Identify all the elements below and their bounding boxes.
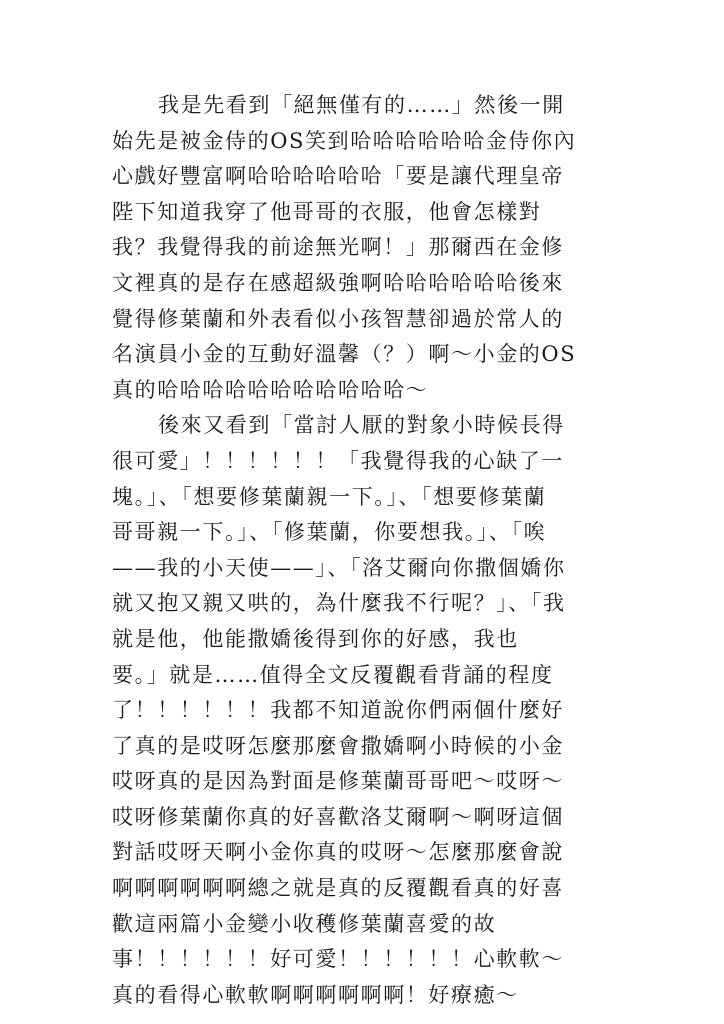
text-line: 名演員小金的互動好溫馨（？）啊～小金的OS (112, 342, 577, 367)
text-line: 文裡真的是存在感超級強啊哈哈哈哈哈哈後來 (112, 270, 564, 295)
text-line: 要。」就是……值得全文反覆觀看背誦的程度 (112, 662, 554, 687)
text-line: 心戲好豐富啊哈哈哈哈哈哈「要是讓代理皇帝 (112, 164, 564, 189)
text-line: 歡這兩篇小金變小收穫修葉蘭喜愛的故 (112, 911, 497, 936)
text-line: 就又抱又親又哄的，為什麼我不行呢？」、「我 (112, 591, 566, 616)
text-line: 了！！！！！！我都不知道說你們兩個什麼好 (112, 698, 564, 723)
text-line: 很可愛」！！！！！！「我覺得我的心缺了一 (112, 448, 564, 473)
text-line: 哥哥親一下。」、「修葉蘭，你要想我。」、「唉 (112, 520, 547, 545)
text-line: 哎呀真的是因為對面是修葉蘭哥哥吧～哎呀～ (112, 769, 564, 794)
text-line: 始先是被金侍的OS笑到哈哈哈哈哈哈金侍你內 (112, 128, 577, 153)
text-line: 事！！！！！！好可愛！！！！！！心軟軟～ (112, 947, 564, 972)
paragraph-2 (112, 408, 612, 1013)
text-line: 真的哈哈哈哈哈哈哈哈哈哈哈～ (112, 377, 429, 402)
text-line: 後來又看到「當討人厭的對象小時候長得 (158, 413, 565, 438)
text-line: 我？我覺得我的前途無光啊！」那爾西在金修 (112, 235, 564, 260)
text-line: 我是先看到「絕無僅有的……」然後一開 (158, 93, 565, 117)
text-line: 真的看得心軟軟啊啊啊啊啊啊！好療癒～ (112, 982, 519, 1007)
body-text (112, 88, 612, 1013)
text-line: 了真的是哎呀怎麼那麼會撒嬌啊小時候的小金 (112, 733, 564, 758)
text-line: 啊啊啊啊啊啊總之就是真的反覆觀看真的好喜 (112, 876, 564, 901)
text-line: ——我的小天使——」、「洛艾爾向你撒個嬌你 (112, 555, 566, 580)
text-line: 覺得修葉蘭和外表看似小孩智慧卻過於常人的 (112, 306, 564, 331)
text-line: 就是他，他能撒嬌後得到你的好感，我也 (112, 626, 519, 651)
text-line: 對話哎呀天啊小金你真的哎呀～怎麼那麼會說 (112, 840, 564, 865)
paragraph-1 (112, 88, 612, 408)
text-line: 哎呀修葉蘭你真的好喜歡洛艾爾啊～啊呀這個 (112, 804, 564, 829)
text-line: 塊。」、「想要修葉蘭親一下。」、「想要修葉蘭 (112, 484, 547, 509)
text-line: 陛下知道我穿了他哥哥的衣服，他會怎樣對 (112, 199, 542, 224)
